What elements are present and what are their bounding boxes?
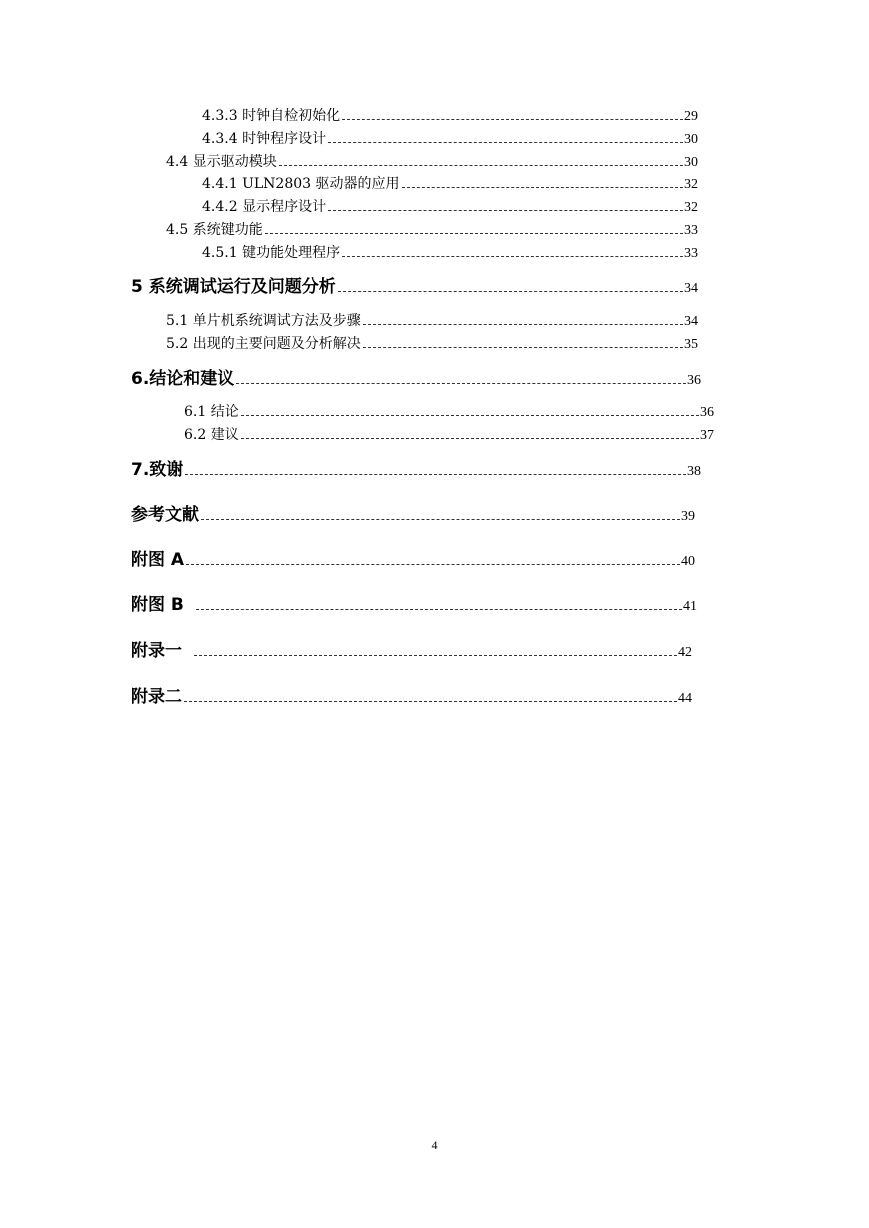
toc-entry-title: 4.3.4 时钟程序设计 bbox=[202, 131, 327, 147]
toc-entry-references[interactable] bbox=[131, 502, 695, 528]
toc-entry-page: 37 bbox=[700, 428, 714, 443]
toc-leader-dots bbox=[328, 210, 683, 211]
toc-entry-title: 5.1 单片机系统调试方法及步骤 bbox=[166, 313, 361, 329]
toc-entry-5-1[interactable] bbox=[166, 310, 698, 332]
toc-entry-appendix-2[interactable] bbox=[131, 684, 692, 710]
toc-entry-page: 34 bbox=[684, 281, 698, 296]
toc-leader-dots bbox=[186, 564, 680, 565]
toc-entry-title: 附图 A bbox=[131, 550, 185, 570]
toc-entry-page: 29 bbox=[684, 109, 698, 124]
toc-leader-dots bbox=[265, 233, 683, 234]
toc-leader-dots bbox=[236, 383, 686, 384]
toc-entry-page: 40 bbox=[681, 554, 695, 569]
toc-entry-page: 39 bbox=[681, 509, 695, 524]
toc-leader-dots bbox=[241, 438, 699, 439]
toc-entry-title: 4.5.1 键功能处理程序 bbox=[202, 245, 341, 261]
toc-entry-page: 33 bbox=[684, 223, 698, 238]
toc-entry-page: 35 bbox=[684, 337, 698, 352]
toc-entry-page: 32 bbox=[684, 200, 698, 215]
toc-leader-dots bbox=[194, 655, 677, 656]
toc-leader-dots bbox=[201, 519, 680, 520]
toc-entry-appendix-1[interactable] bbox=[131, 638, 692, 664]
toc-entry-4-5[interactable] bbox=[166, 219, 698, 241]
toc-leader-dots bbox=[184, 701, 677, 702]
toc-leader-dots bbox=[328, 142, 683, 143]
toc-entry-title: 附图 B bbox=[131, 595, 184, 615]
toc-entry-title: 4.4 显示驱动模块 bbox=[166, 154, 277, 170]
toc-entry-4-3-4[interactable] bbox=[202, 128, 698, 150]
toc-entry-page: 44 bbox=[678, 691, 692, 706]
toc-leader-dots bbox=[363, 347, 683, 348]
toc-entry-page: 42 bbox=[678, 645, 692, 660]
toc-entry-4-4-2[interactable] bbox=[202, 196, 698, 218]
toc-entry-figure-b[interactable] bbox=[131, 592, 697, 618]
toc-entry-4-4-1[interactable] bbox=[202, 173, 698, 195]
toc-entry-page: 36 bbox=[700, 405, 714, 420]
toc-entry-page: 36 bbox=[687, 373, 701, 388]
toc-entry-title: 5.2 出现的主要问题及分析解决 bbox=[166, 336, 361, 352]
toc-entry-6-2[interactable] bbox=[184, 424, 714, 446]
toc-entry-chapter-5[interactable] bbox=[131, 274, 698, 300]
toc-entry-title: 4.4.1 ULN2803 驱动器的应用 bbox=[202, 176, 400, 192]
toc-entry-chapter-6[interactable] bbox=[131, 366, 701, 392]
toc-entry-4-4[interactable] bbox=[166, 151, 698, 173]
toc-leader-dots bbox=[196, 609, 682, 610]
toc-entry-title: 附录二 bbox=[131, 687, 182, 707]
toc-leader-dots bbox=[338, 291, 683, 292]
toc-entry-title: 参考文献 bbox=[131, 505, 199, 525]
toc-entry-title: 7.致谢 bbox=[131, 460, 184, 480]
toc-entry-5-2[interactable] bbox=[166, 333, 698, 355]
toc-leader-dots bbox=[241, 415, 699, 416]
toc-entry-chapter-7[interactable] bbox=[131, 457, 701, 483]
toc-entry-page: 32 bbox=[684, 177, 698, 192]
toc-entry-title: 6.1 结论 bbox=[184, 404, 239, 420]
toc-leader-dots bbox=[402, 187, 684, 188]
toc-entry-title: 4.3.3 时钟自检初始化 bbox=[202, 108, 341, 124]
toc-entry-page: 41 bbox=[683, 599, 697, 614]
toc-entry-page: 30 bbox=[684, 155, 698, 170]
toc-entry-title: 附录一 bbox=[131, 641, 182, 661]
toc-entry-page: 34 bbox=[684, 314, 698, 329]
toc-entry-page: 30 bbox=[684, 132, 698, 147]
toc-leader-dots bbox=[279, 165, 683, 166]
toc-entry-4-3-3[interactable] bbox=[202, 105, 698, 127]
toc-entry-page: 33 bbox=[684, 246, 698, 261]
toc-entry-4-5-1[interactable] bbox=[202, 242, 698, 264]
toc-leader-dots bbox=[342, 119, 683, 120]
toc-entry-title: 6.2 建议 bbox=[184, 427, 239, 443]
toc-entry-title: 6.结论和建议 bbox=[131, 369, 235, 389]
toc-leader-dots bbox=[185, 474, 686, 475]
toc-leader-dots bbox=[342, 256, 683, 257]
toc-entry-title: 5 系统调试运行及问题分析 bbox=[131, 277, 336, 297]
toc-entry-page: 38 bbox=[687, 464, 701, 479]
page-number: 4 bbox=[431, 1138, 438, 1152]
toc-leader-dots bbox=[363, 324, 683, 325]
toc-entry-title: 4.4.2 显示程序设计 bbox=[202, 199, 327, 215]
toc-entry-figure-a[interactable] bbox=[131, 547, 695, 573]
toc-entry-title: 4.5 系统键功能 bbox=[166, 222, 263, 238]
toc-entry-6-1[interactable] bbox=[184, 401, 714, 423]
